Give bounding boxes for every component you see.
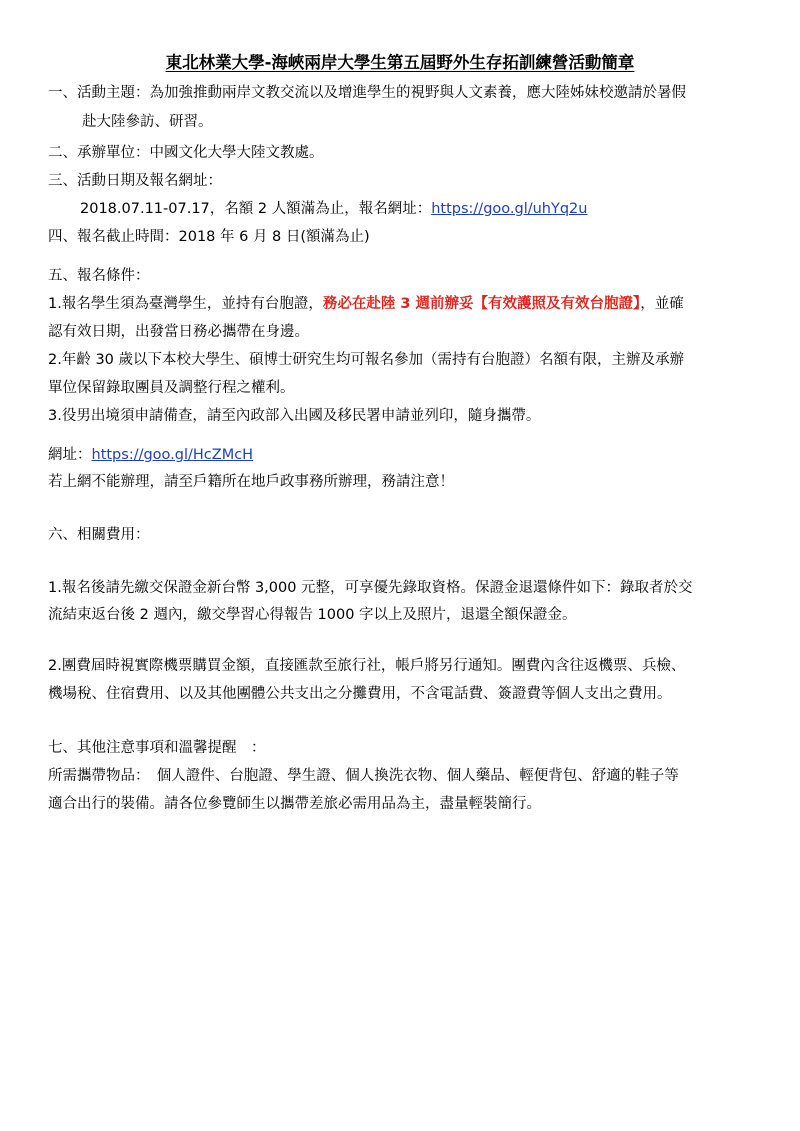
section-3-heading: 三、活動日期及報名網址： [48,173,222,189]
condition-2-line-1: 2.年齡 30 歲以下本校大學生、碩博士研究生均可報名參加（需持有台胞證）名額有限，主辦及承辦 [48,352,684,368]
document-title-text: 東北林業大學-海峽兩岸大學生第五屆野外生存拓訓練營活動簡章 [165,53,635,72]
section-6-heading: 六、相關費用： [48,527,150,543]
section-1-line-1: 一、活動主題：為加強推動兩岸文教交流以及增進學生的視野與人文素養，應大陸姊妹校邀請於暑假 [48,85,686,101]
condition-2-line-2: 單位保留錄取團員及調整行程之權利。 [48,380,295,396]
section-1-line-2: 赴大陸參訪、研習。 [82,114,213,130]
section-2: 二、承辦單位：中國文化大學大陸文教處。 [48,145,324,161]
condition-3: 3.役男出境須申請備查，請至內政部入出國及移民署申請並列印，隨身攜帶。 [48,408,541,424]
condition-1-highlight: 務必在赴陸 3 週前辦妥【有效護照及有效台胞證】 [322,296,641,312]
immigration-url-label: 網址： [48,447,92,463]
fee-1-line-2: 流結束返台後 2 週內，繳交學習心得報告 1000 字以上及照片，退還全額保證金。 [48,607,577,623]
fee-2-line-1: 2.團費屆時視實際機票購買金額，直接匯款至旅行社，帳戶將另行通知。團費內含往返機票、兵檢、 [48,658,686,674]
document-title [0,51,800,75]
section-3-detail [80,199,587,219]
section-3-detail-text: 2018.07.11-07.17，名額 2 人額滿為止，報名網址： [80,201,432,217]
registration-link[interactable]: https://goo.gl/uhYq2u [431,201,588,217]
condition-1-pre: 1.報名學生須為臺灣學生，並持有台胞證， [48,296,323,312]
fee-1-line-1: 1.報名後請先繳交保證金新台幣 3,000 元整，可享優先錄取資格。保證金退還條件如下：錄取者於交 [48,580,693,596]
immigration-url-line [48,445,253,465]
section-7-line-2: 適合出行的裝備。請各位參覽師生以攜帶差旅必需用品為主，盡量輕裝簡行。 [48,796,541,812]
section-7-line-1: 所需攜帶物品： 個人證件、台胞證、學生證、個人換洗衣物、個人藥品、輕便背包、舒適的鞋子等 [48,768,679,784]
section-5-heading: 五、報名條件： [48,268,150,284]
section-7-heading: 七、其他注意事項和溫馨提醒 ： [48,740,266,756]
condition-1-line-1 [48,294,684,314]
condition-1-post: ，並確 [640,296,684,312]
condition-1-line-2: 認有效日期，出發當日務必攜帶在身邊。 [48,324,309,340]
fee-2-line-2: 機場稅、住宿費用、以及其他團體公共支出之分攤費用，不含電話費、簽證費等個人支出之費用。 [48,686,672,702]
immigration-note: 若上網不能辦理，請至戶籍所在地戶政事務所辦理，務請注意！ [48,474,454,490]
section-4: 四、報名截止時間：2018 年 6 月 8 日(額滿為止) [48,229,370,245]
immigration-link[interactable]: https://goo.gl/HcZMcH [91,447,254,463]
